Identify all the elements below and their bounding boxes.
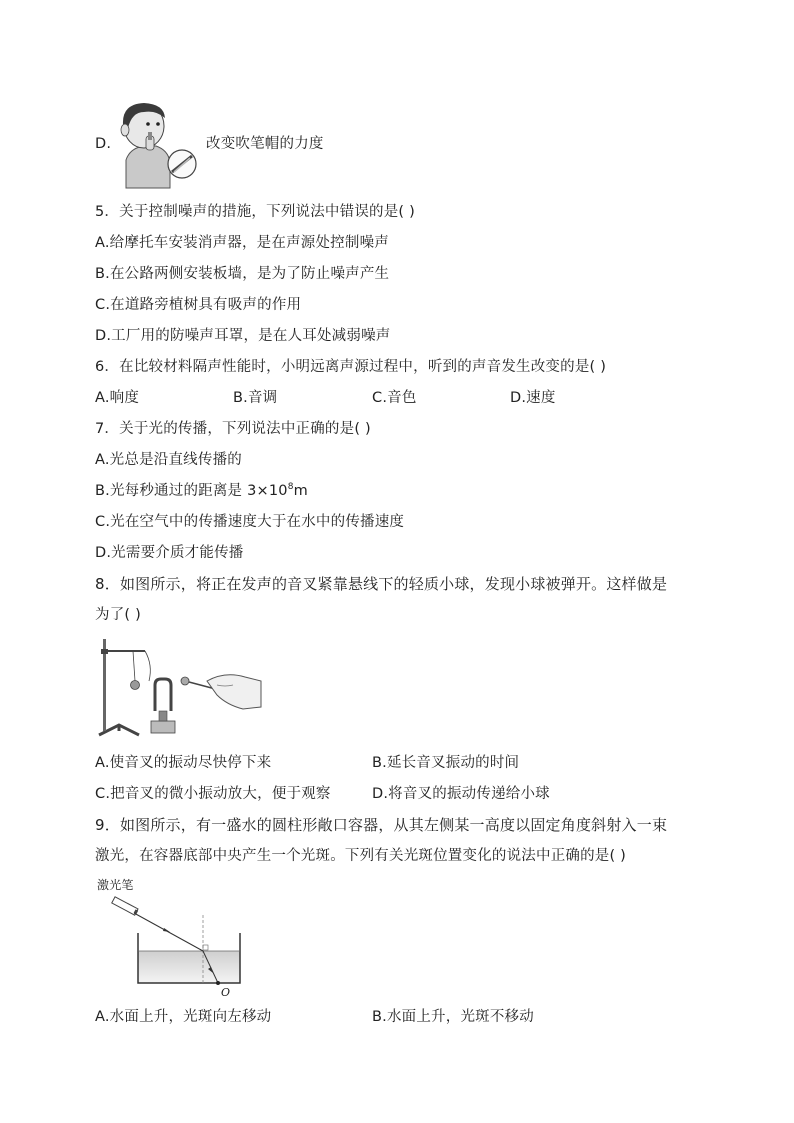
laser-container-figure [108,893,248,998]
q6-option-a: A.响度 [95,390,140,406]
q5-option-a: A.给摩托车安装消声器，是在声源处控制噪声 [95,235,389,251]
q5-option-c: C.在道路旁植树具有吸声的作用 [95,297,302,313]
q4-option-d-text: 改变吹笔帽的力度 [206,136,324,152]
q6-option-c: C.音色 [372,390,417,406]
q6-stem: 6．在比较材料隔声性能时，小明远离声源过程中，听到的声音发生改变的是( ) [95,359,607,375]
q8-stem-line2: 为了( ) [95,607,141,623]
q9-option-a: A.水面上升，光斑向左移动 [95,1009,272,1025]
q6-option-b: B.音调 [233,390,278,406]
q8-option-d: D.将音叉的振动传递给小球 [372,786,550,802]
q9-option-b: B.水面上升，光斑不移动 [372,1009,534,1025]
q7-option-a: A.光总是沿直线传播的 [95,452,242,468]
boy-blowing-pen-cap-figure [108,100,198,190]
q7-option-c: C.光在空气中的传播速度大于在水中的传播速度 [95,514,405,530]
q7-option-b-prefix: B.光每秒通过的距离是 3×10 [95,483,288,499]
q9-stem-line1: 9．如图所示，有一盛水的圆柱形敞口容器，从其左侧某一高度以固定角度斜射入一束 [95,816,668,834]
q7-stem: 7．关于光的传播，下列说法中正确的是( ) [95,421,371,437]
q4-option-d-letter: D. [95,136,112,152]
q9-point-o-label: O [221,986,231,998]
q5-option-b: B.在公路两侧安装板墙，是为了防止噪声产生 [95,266,390,282]
q6-option-d: D.速度 [510,390,556,406]
q9-figure-label: 激光笔 [97,878,134,892]
q9-stem-line2: 激光，在容器底部中央产生一个光斑。下列有关光斑位置变化的说法中正确的是( ) [95,848,627,864]
q5-option-d: D.工厂用的防噪声耳罩，是在人耳处减弱噪声 [95,328,391,344]
q8-option-b: B.延长音叉振动的时间 [372,755,520,771]
tuning-fork-pendulum-figure [95,635,265,740]
q7-option-b [95,481,308,501]
q5-stem: 5．关于控制噪声的措施，下列说法中错误的是( ) [95,204,415,220]
q7-option-b-unit: m [293,483,308,499]
q7-option-b-exponent: 8 [287,482,294,492]
q8-option-a: A.使音叉的振动尽快停下来 [95,755,272,771]
q8-stem-line1: 8．如图所示，将正在发声的音叉紧靠悬线下的轻质小球，发现小球被弹开。这样做是 [95,575,668,593]
q7-option-d: D.光需要介质才能传播 [95,545,244,561]
q8-option-c: C.把音叉的微小振动放大，便于观察 [95,786,331,802]
